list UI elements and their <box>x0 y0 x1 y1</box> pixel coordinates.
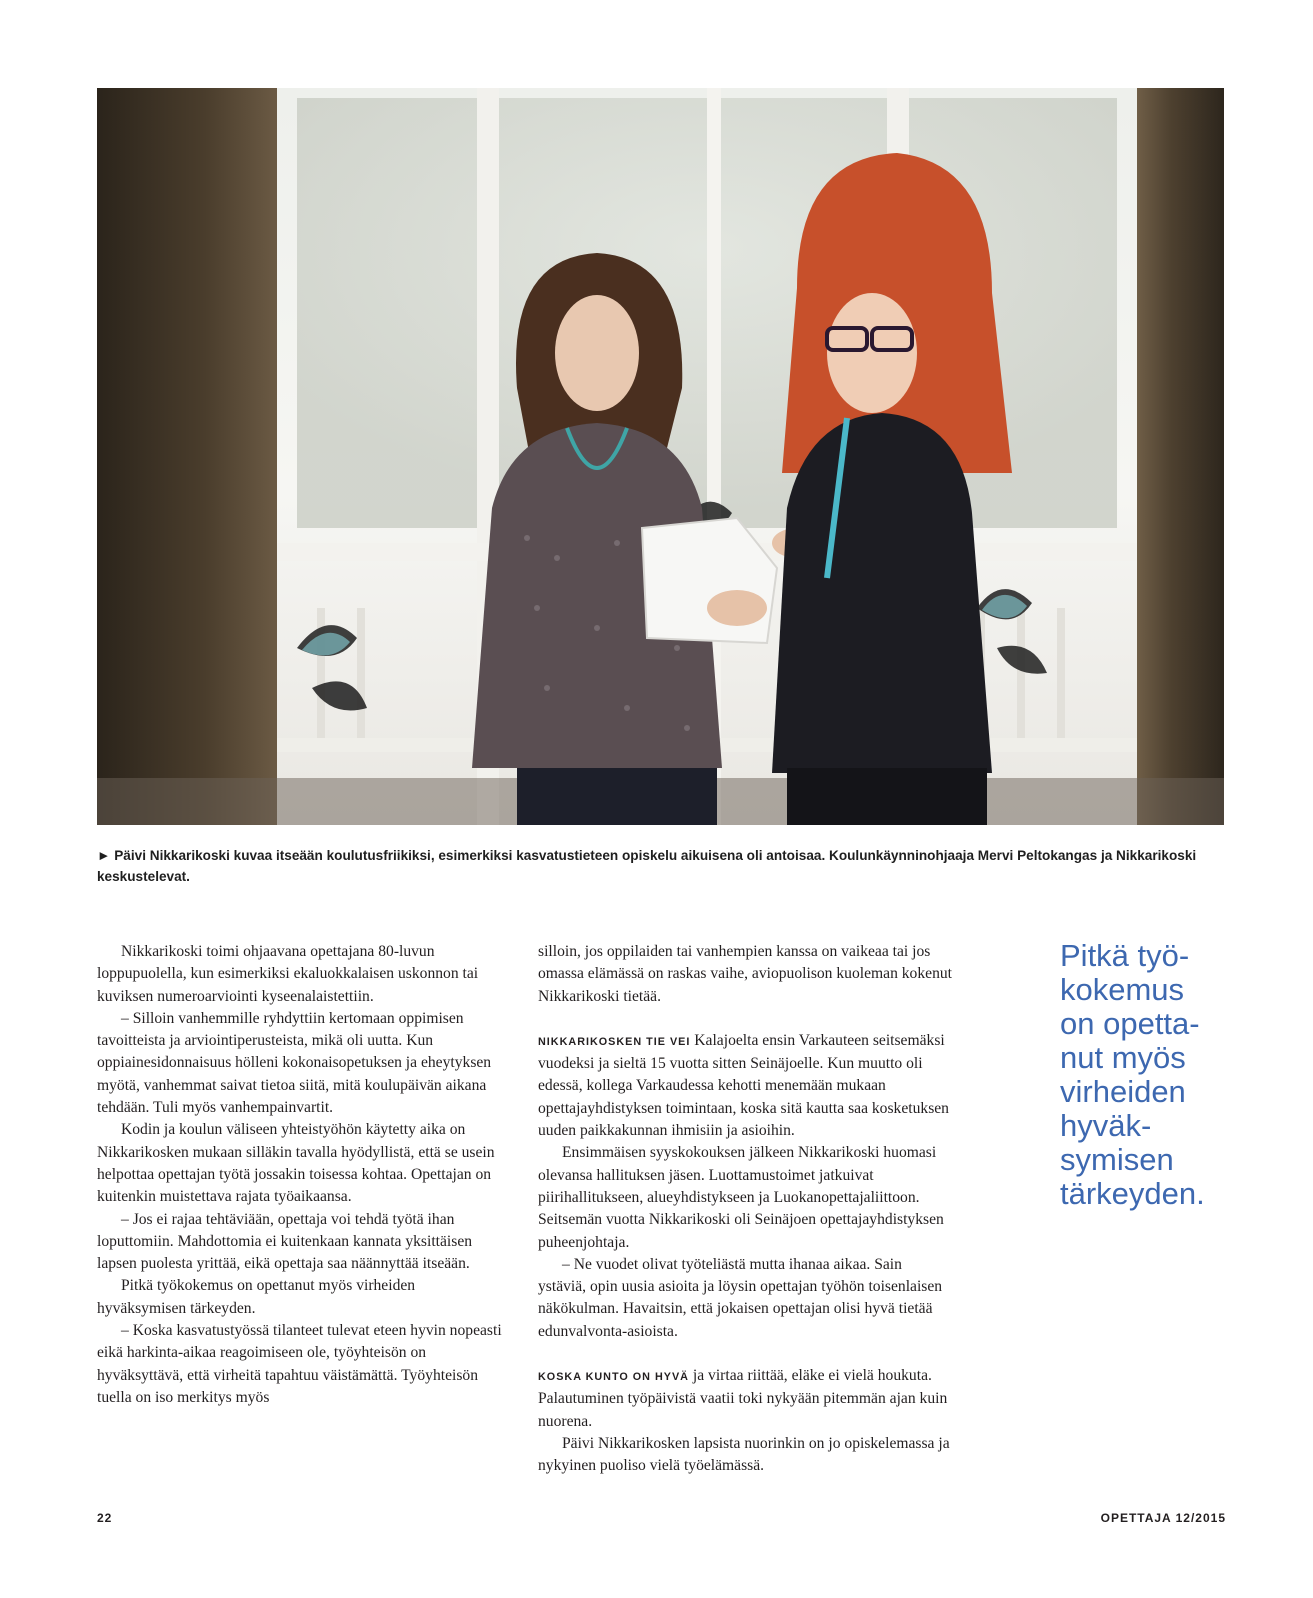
pull-quote-line: Pitkä työ- <box>1060 938 1190 973</box>
paragraph: silloin, jos oppilaiden tai vanhempien kanssa on vaikeaa tai jos omassa elämässä on raskas vaihe, aviopuolison kuoleman kokenut Nikkarikoski tietää. <box>538 943 953 1005</box>
article-photo <box>97 88 1224 825</box>
paragraph: – Koska kasvatustyössä tilanteet tulevat eteen hyvin nopeasti eikä harkinta-aikaa reagoimiseen ole, työyhteisön on hyväksyttävä, että virheitä tapahtuu väistämättä. Työyhteisön tuella on iso merkitys myös <box>97 1322 502 1406</box>
paragraph: – Ne vuodet olivat työteliästä mutta ihanaa aikaa. Sain ystäviä, opin uusia asioita ja löysin opettajan työhön toisenlaisen näkökulman. Havaitsin, että jokaisen opettajan olisi hyvä tietää edunvalvonta-asioista. <box>538 1255 943 1340</box>
section-paragraph <box>538 1365 953 1433</box>
article-column-2 <box>538 941 953 1478</box>
paragraph: – Jos ei rajaa tehtäviään, opettaja voi tehdä työtä ihan loputtomiin. Mahdottomia ei kuitenkaan kannata yksittäisen lapsen puolesta yrittää, eikä opettaja saa näännyttää itseään. <box>97 1210 473 1273</box>
pull-quote-line: nut myös <box>1060 1040 1186 1075</box>
pull-quote-line: tärkeyden. <box>1060 1176 1205 1211</box>
page-number: 22 <box>97 1511 113 1525</box>
paragraph: Päivi Nikkarikosken lapsista nuorinkin on jo opiskelemassa ja nykyinen puoliso vielä työelämässä. <box>538 1434 950 1475</box>
pull-quote-line: symisen <box>1060 1142 1174 1177</box>
pull-quote-line: kokemus <box>1060 972 1185 1007</box>
pull-quote-line: on opetta- <box>1060 1006 1200 1041</box>
section-lead: NIKKARIKOSKEN TIE VEI <box>538 1035 691 1048</box>
magazine-issue: OPETTAJA 12/2015 <box>1100 1511 1226 1525</box>
article-column-1 <box>97 941 507 1409</box>
section-lead: KOSKA KUNTO ON HYVÄ <box>538 1371 689 1384</box>
paragraph: Ensimmäisen syyskokouksen jälkeen Nikkarikoski huomasi olevansa hallituksen jäsen. Luottamustoimet jatkuivat piirihallitukseen, alueyhdistykseen ja Luokanopettajaliittoon. Seitsemän vuotta Nikkarikoski oli Seinäjoen opettajayhdistyksen puheenjohtaja. <box>538 1144 944 1251</box>
section-paragraph <box>538 1030 953 1142</box>
pull-quote-line: virheiden <box>1060 1074 1186 1109</box>
section-text: ja virtaa riittää, eläke ei vielä houkuta. Palautuminen työpäivistä vaatii toki nykyään pitemmän ajan kuin nuorena. <box>538 1367 948 1430</box>
photo-caption: ► Päivi Nikkarikoski kuvaa itseään koulutusfriikiksi, esimerkiksi kasvatustieteen opiskelu aikuisena oli antoisaa. Koulunkäynninohjaaja Mervi Peltokangas ja Nikkarikoski keskustelevat. <box>97 847 1197 884</box>
paragraph: Pitkä työkokemus on opettanut myös virheiden hyväksymisen tärkeyden. <box>97 1277 416 1317</box>
section-text: Kalajoelta ensin Varkauteen seitsemäksi vuodeksi ja sieltä 15 vuotta sitten Seinäjoelle. Kun muutto oli edessä, kollega Varkaudessa kehotti menemään mukaan opettajayhdistyksen toimintaan, koska sitä kautta saa kosketuksen uuden paikkakunnan ihmisiin ja asioihin. <box>538 1031 949 1140</box>
paragraph: Nikkarikoski toimi ohjaavana opettajana 80-luvun loppupuolella, kun esimerkiksi ekaluokkalaisen uskonnon tai kuviksen numeroarviointi kyseenalaistettiin. <box>97 943 479 1005</box>
paragraph: Kodin ja koulun väliseen yhteistyöhön käytetty aika on Nikkarikosken mukaan silläkin tavalla hyödyllistä, että se usein helpottaa opettajan työtä jossakin toisessa kohtaa. Opettajan on kuitenkin muistettava rajata työaikaansa. <box>97 1121 495 1206</box>
paragraph: – Silloin vanhemmille ryhdyttiin kertomaan oppimisen tavoitteista ja arviointiperusteista, mikä oli uutta. Kun oppiainesidonnaisuus hölleni kokonaisopetuksen ja eheytyksen myötä, vanhemmat saivat tietoa siitä, mitä koulupäivän aikana tehdään. Tuli myös vanhempainvartit. <box>97 1009 492 1117</box>
photo-two-women-at-window <box>97 88 1224 825</box>
pull-quote <box>1060 939 1250 1211</box>
pull-quote-line: hyväk- <box>1060 1108 1152 1143</box>
